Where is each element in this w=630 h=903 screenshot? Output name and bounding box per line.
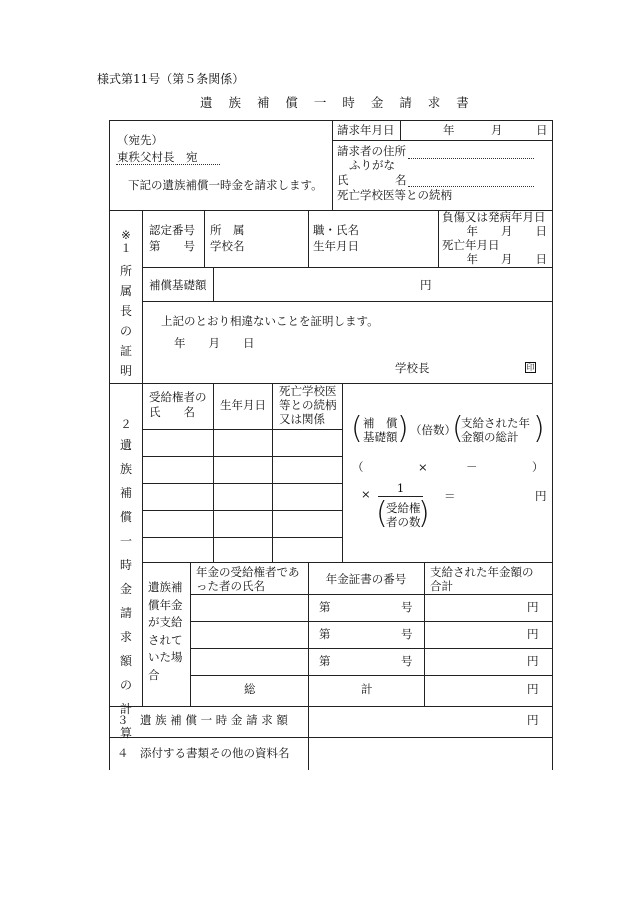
dotted-line	[408, 186, 534, 187]
school-name-label: 学校名	[210, 239, 245, 253]
formula-paid-1: 支給された年	[461, 416, 530, 430]
section1-side-label: 所属長の証明	[119, 264, 132, 378]
section2-side-label: 遺族補償一時金請求額の計算	[119, 438, 132, 740]
table-border	[109, 120, 552, 121]
divider	[142, 562, 552, 563]
formula-denominator-2: 者の数	[386, 515, 421, 529]
name-label-1: 氏	[337, 173, 349, 187]
formula-open-paren: （	[352, 460, 364, 474]
injury-date-label: 負傷又は発病年月日	[442, 210, 546, 224]
formula-close-paren: ）	[532, 460, 544, 474]
relation-col-label-1: 死亡学校医	[279, 384, 337, 398]
base-amount-label: 補償基礎額	[149, 278, 207, 292]
seal-icon: 印	[526, 363, 535, 372]
cert-no-value: 第 号	[149, 239, 195, 253]
certify-text: 上記のとおり相違ないことを証明します。	[161, 314, 379, 328]
formula-yen: 円	[535, 489, 547, 503]
formula-numerator: 1	[396, 481, 405, 495]
section1-number: １	[120, 241, 132, 255]
death-date-ymd: 年 月 日	[466, 252, 547, 266]
address-label: 請求者の住所	[337, 144, 406, 158]
formula-times: ×	[418, 460, 428, 474]
section4-label: ４ 添付する書類その他の資料名	[117, 746, 290, 760]
relation-col-label-3: 又は関係	[279, 412, 325, 426]
formula-paren: )	[533, 411, 545, 446]
formula-minus: －	[466, 460, 478, 474]
date-year-unit: 年	[443, 123, 455, 137]
pension-yen: 円	[527, 600, 539, 614]
section2-number: ２	[120, 417, 132, 431]
divider	[424, 562, 425, 706]
recipient-name-label: 氏 名	[149, 405, 195, 419]
pension-total-yen: 円	[527, 682, 539, 696]
table-border	[109, 120, 110, 770]
divider	[142, 429, 342, 430]
formula-paren: (	[452, 411, 464, 446]
divider	[272, 383, 273, 562]
divider	[142, 301, 552, 302]
job-name-label: 職・氏名	[313, 223, 359, 237]
pension-dai: 第	[319, 654, 331, 668]
table-border	[552, 120, 553, 770]
name-label-2: 名	[395, 173, 407, 187]
formula-paren: )	[418, 496, 430, 531]
dotted-line	[116, 164, 220, 165]
birth-label: 生年月日	[313, 239, 359, 253]
pension-side-label: 遺族補償年金が支給されていた場合	[148, 580, 183, 682]
form-number: 様式第11号（第５条関係）	[97, 72, 245, 86]
divider	[213, 267, 214, 301]
pension-go: 号	[401, 600, 413, 614]
divider	[308, 210, 309, 267]
date-month-unit: 月	[491, 123, 503, 137]
section1-mark: ※	[121, 228, 131, 242]
addressee: 東秩父村長 宛	[117, 150, 198, 164]
pension-go: 号	[401, 627, 413, 641]
divider	[142, 456, 342, 457]
pension-go: 号	[401, 654, 413, 668]
divider	[342, 383, 343, 562]
divider	[142, 210, 143, 383]
formula-base-1: 補 償	[363, 416, 398, 430]
request-date-label: 請求年月日	[337, 123, 395, 137]
formula-times-2: ×	[361, 487, 371, 501]
formula-denominator-1: 受給権	[386, 501, 421, 515]
divider	[332, 120, 333, 210]
cert-no-label: 認定番号	[149, 223, 195, 237]
divider	[332, 140, 552, 141]
relation-label: 死亡学校医等との続柄	[337, 188, 452, 202]
pension-total-label-1: 支給された年金額の	[430, 565, 534, 579]
formula-paid-2: 金額の総計	[461, 430, 519, 444]
formula-equals: ＝	[444, 489, 456, 503]
request-text: 下記の遺族補償一時金を請求します。	[128, 178, 323, 192]
divider	[308, 706, 309, 770]
page-title: 遺 族 補 償 一 時 金 請 求 書	[200, 95, 475, 110]
pension-recipient-label-2: った者の氏名	[196, 579, 265, 593]
divider	[142, 483, 342, 484]
divider	[142, 267, 552, 268]
pension-recipient-label-1: 年金の受給権者であ	[196, 565, 300, 579]
section3-label: ３ 遺 族 補 償 一 時 金 請 求 額	[117, 713, 288, 727]
injury-date-ymd: 年 月 日	[466, 224, 547, 238]
formula-multiple: （倍数）	[410, 423, 456, 437]
divider	[400, 120, 401, 140]
divider	[213, 383, 214, 562]
yen-unit: 円	[420, 278, 432, 292]
pension-total-label-2: 合計	[430, 579, 453, 593]
principal-label: 学校長	[395, 361, 430, 375]
divider	[190, 675, 552, 676]
divider	[142, 383, 143, 706]
formula-paren: (	[351, 411, 363, 446]
divider	[109, 737, 552, 738]
atesaki-label: （宛先）	[117, 133, 163, 147]
section3-yen: 円	[527, 713, 539, 727]
formula-base-2: 基礎額	[363, 430, 398, 444]
formula-paren: )	[397, 411, 409, 446]
recipient-col-label: 受給権者の	[149, 390, 207, 404]
furigana-label: ふりがな	[349, 158, 395, 172]
pension-dai: 第	[319, 627, 331, 641]
pension-total-1: 総	[244, 682, 256, 696]
pension-yen: 円	[527, 627, 539, 641]
divider	[190, 621, 552, 622]
divider	[142, 510, 342, 511]
divider	[204, 210, 205, 267]
divider	[190, 648, 552, 649]
divider	[190, 562, 191, 706]
pension-dai: 第	[319, 600, 331, 614]
birth-col-label: 生年月日	[220, 398, 266, 412]
pension-cert-no-label: 年金証書の番号	[325, 572, 407, 586]
date-day-unit: 日	[536, 123, 548, 137]
affiliation-label: 所 属	[210, 223, 245, 237]
divider	[142, 537, 342, 538]
divider	[109, 706, 552, 707]
cert-date-ymd: 年 月 日	[174, 336, 255, 350]
pension-total-2: 計	[361, 682, 373, 696]
death-date-label: 死亡年月日	[442, 238, 500, 252]
dotted-line	[408, 158, 534, 159]
pension-yen: 円	[527, 654, 539, 668]
relation-col-label-2: 等との続柄	[279, 398, 337, 412]
divider	[190, 594, 552, 595]
formula-paren: (	[376, 496, 388, 531]
